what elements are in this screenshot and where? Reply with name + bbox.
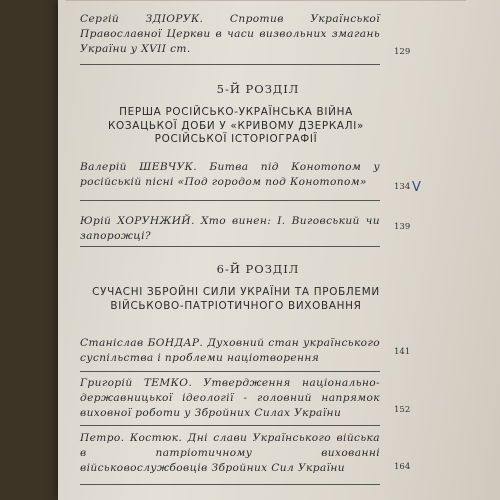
entry-text: Юрій ХОРУНЖИЙ. Хто винен: І. Виговський чи запорожці? [80,215,380,242]
divider [80,246,380,247]
section-title: СУЧАСНІ ЗБРОЙНІ СИЛИ УКРАЇНИ ТА ПРОБЛЕМИ ВІЙСЬКОВО-ПАТРІОТИЧНОГО ВИХОВАННЯ [92,286,380,312]
page-number: 152 [394,405,411,415]
divider [80,425,380,426]
toc-entry [80,376,380,421]
entry-text: Сергій ЗДІОРУК. Спротив Української Православної Церкви в часи визвольних змагань України у XVII ст. [80,13,380,55]
entry-text: Валерій ШЕВЧУК. Битва під Конотопом у російській пісні «Под городом под Конотопом» [80,161,380,188]
entry-text: Петро. Костюк. Дні слави Українського війська в патріотичному вихованні військовослужбовців Збройних Сил України [80,432,380,474]
toc-entry [80,214,380,244]
toc-entry [80,160,380,190]
section-title: ПЕРША РОСІЙСЬКО-УКРАЇНСЬКА ВІЙНА КОЗАЦЬКОЇ ДОБИ У «КРИВОМУ ДЗЕРКАЛІ» РОСІЙСЬКОЇ ІСТОРІОГРАФІЇ [107,106,365,145]
page-number: 139 [394,222,411,232]
section-heading: 5-Й РОЗДІЛ [216,82,300,96]
toc-entry [80,336,380,366]
divider [80,200,380,201]
divider [80,64,380,65]
divider [80,371,380,372]
page-number: 134 [394,182,411,192]
toc-entry [80,12,380,57]
entry-text: Григорій ТЕМКО. Утвердження національно-державницької ідеології - головний напрямок виховної роботи у Збройних Силах України [80,377,380,419]
divider [80,484,380,485]
entry-text: Станіслав БОНДАР. Духовний стан українського суспільства і проблеми націотворення [80,337,380,364]
handwritten-check-mark: V [412,180,421,195]
toc-entry [80,431,380,476]
page-number: 141 [394,347,411,357]
page-number: 129 [394,47,411,57]
page-number: 164 [394,462,411,472]
section-heading: 6-Й РОЗДІЛ [216,262,300,276]
book-page [58,0,500,500]
top-rule [66,0,466,3]
